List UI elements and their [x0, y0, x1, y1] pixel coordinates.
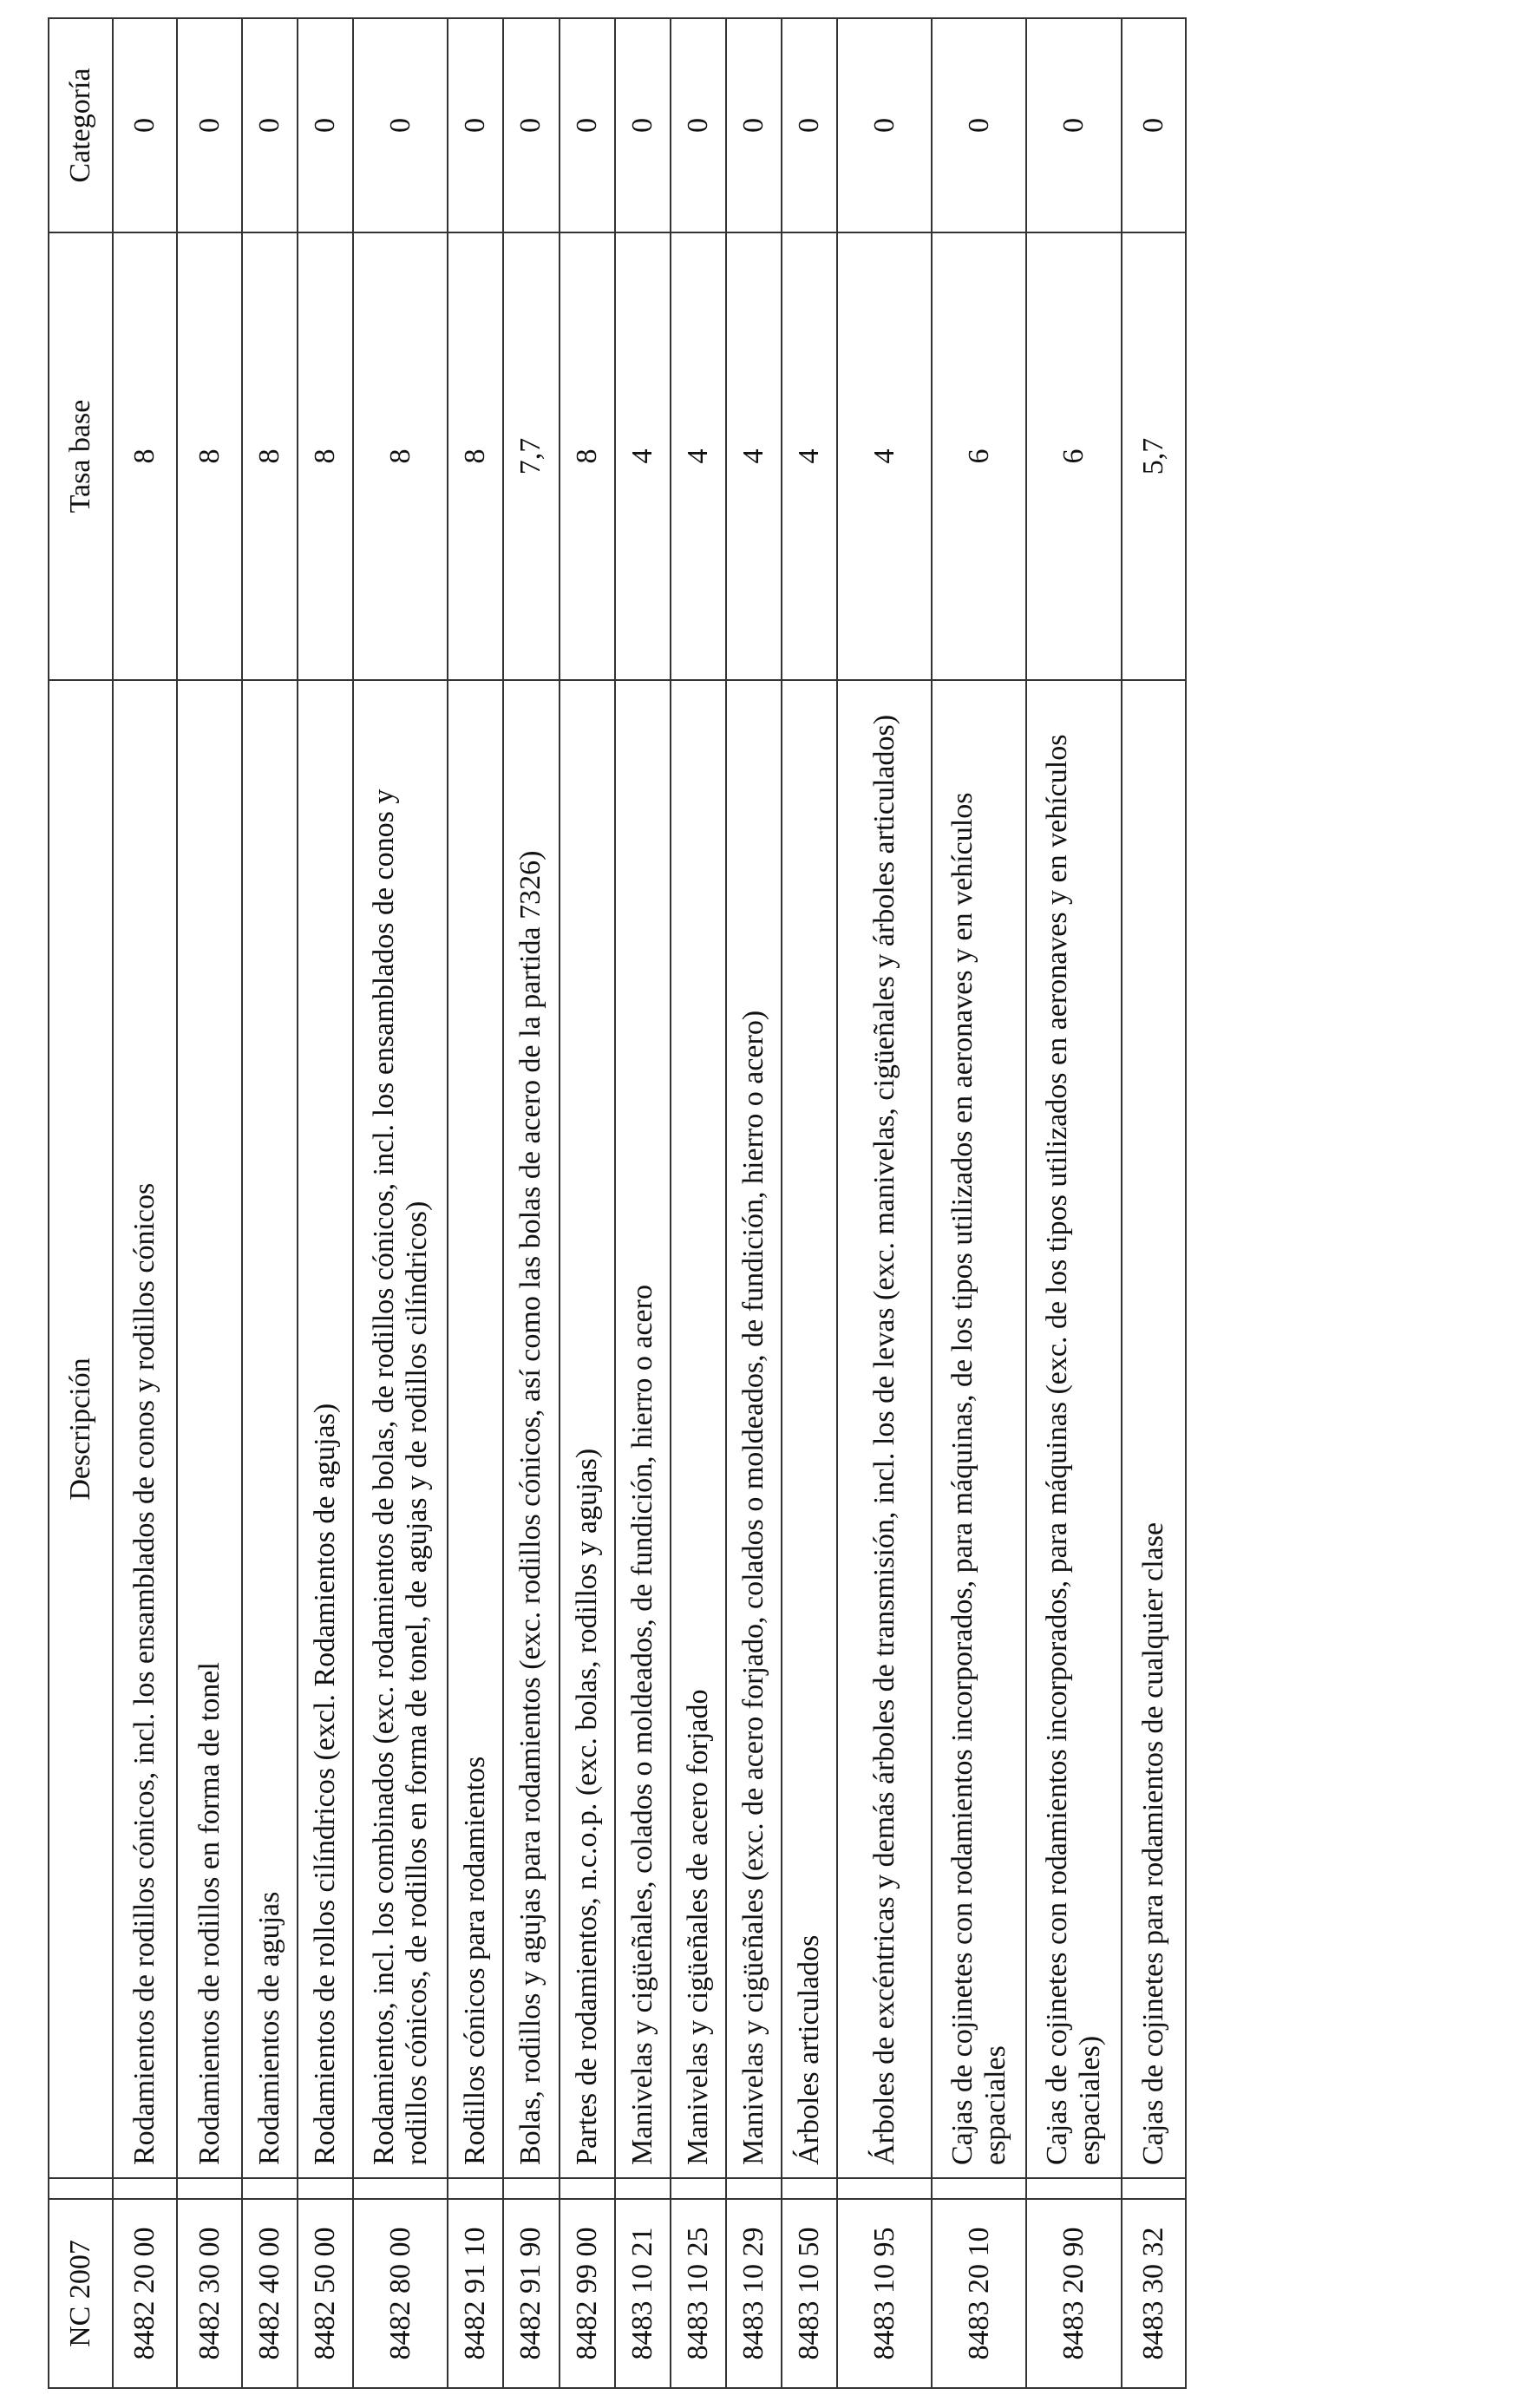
header-spacer — [49, 2178, 113, 2199]
table-row — [298, 18, 353, 2388]
category-cell: 0 — [671, 18, 726, 232]
rate-cell: 4 — [782, 232, 837, 680]
rate-cell: 4 — [615, 232, 671, 680]
table-row — [560, 18, 615, 2388]
rate-cell: 4 — [671, 232, 726, 680]
category-cell: 0 — [726, 18, 782, 232]
description-cell: Manivelas y cigüeñales, colados o moldeados, de fundición, hierro o acero — [615, 680, 671, 2178]
code-cell: 8483 10 29 — [726, 2199, 782, 2388]
spacer-cell — [932, 2178, 1026, 2199]
category-cell: 0 — [837, 18, 932, 232]
table-row — [782, 18, 837, 2388]
description-cell: Rodamientos de rodillos en forma de tonel — [177, 680, 241, 2178]
category-cell: 0 — [177, 18, 241, 232]
description-cell: Árboles articulados — [782, 680, 837, 2178]
rate-cell: 4 — [837, 232, 932, 680]
code-cell: 8482 50 00 — [298, 2199, 353, 2388]
rate-cell: 8 — [560, 232, 615, 680]
description-cell: Rodamientos de rollos cilíndricos (excl. Rodamientos de agujas) — [298, 680, 353, 2178]
spacer-cell — [615, 2178, 671, 2199]
rate-cell: 4 — [726, 232, 782, 680]
category-cell: 0 — [448, 18, 503, 232]
description-cell: Rodamientos, incl. los combinados (exc. rodamientos de bolas, de rodillos cónicos, incl. los ensamblados de conos y rodillos cónicos, de rodillos en forma de tonel, de agujas y de rodillos cilíndricos) — [353, 680, 448, 2178]
table-row — [726, 18, 782, 2388]
spacer-cell — [113, 2178, 177, 2199]
code-cell: 8483 10 25 — [671, 2199, 726, 2388]
code-cell: 8483 10 21 — [615, 2199, 671, 2388]
category-cell: 0 — [932, 18, 1026, 232]
description-cell: Rodamientos de agujas — [242, 680, 298, 2178]
code-cell: 8482 91 90 — [503, 2199, 559, 2388]
rate-cell: 8 — [177, 232, 241, 680]
rate-cell: 8 — [242, 232, 298, 680]
description-cell: Cajas de cojinetes con rodamientos incorporados, para máquinas (exc. de los tipos utilizados en aeronaves y en vehículos espaciales) — [1026, 680, 1121, 2178]
category-cell: 0 — [1122, 18, 1187, 232]
spacer-cell — [1122, 2178, 1187, 2199]
code-cell: 8482 30 00 — [177, 2199, 241, 2388]
code-cell: 8482 20 00 — [113, 2199, 177, 2388]
description-cell: Partes de rodamientos, n.c.o.p. (exc. bolas, rodillos y agujas) — [560, 680, 615, 2178]
code-cell: 8483 20 90 — [1026, 2199, 1121, 2388]
rate-cell: 8 — [113, 232, 177, 680]
description-cell: Rodamientos de rodillos cónicos, incl. los ensamblados de conos y rodillos cónicos — [113, 680, 177, 2178]
rate-cell: 7,7 — [503, 232, 559, 680]
description-cell: Bolas, rodillos y agujas para rodamientos (exc. rodillos cónicos, así como las bolas de acero de la partida 7326) — [503, 680, 559, 2178]
spacer-cell — [242, 2178, 298, 2199]
spacer-cell — [671, 2178, 726, 2199]
spacer-cell — [1026, 2178, 1121, 2199]
description-cell: Manivelas y cigüeñales de acero forjado — [671, 680, 726, 2178]
table-row — [671, 18, 726, 2388]
header-code: NC 2007 — [49, 2199, 113, 2388]
code-cell: 8483 20 10 — [932, 2199, 1026, 2388]
description-cell: Rodillos cónicos para rodamientos — [448, 680, 503, 2178]
category-cell: 0 — [353, 18, 448, 232]
table-row — [242, 18, 298, 2388]
code-cell: 8482 91 10 — [448, 2199, 503, 2388]
description-cell: Manivelas y cigüeñales (exc. de acero forjado, colados o moldeados, de fundición, hierro o acero) — [726, 680, 782, 2178]
category-cell: 0 — [113, 18, 177, 232]
category-cell: 0 — [298, 18, 353, 232]
rate-cell: 6 — [1026, 232, 1121, 680]
spacer-cell — [353, 2178, 448, 2199]
code-cell: 8483 10 50 — [782, 2199, 837, 2388]
spacer-cell — [298, 2178, 353, 2199]
header-category: Categoría — [49, 18, 113, 232]
table-row — [113, 18, 177, 2388]
tariff-table — [48, 17, 1187, 2389]
code-cell: 8482 40 00 — [242, 2199, 298, 2388]
spacer-cell — [837, 2178, 932, 2199]
spacer-cell — [782, 2178, 837, 2199]
spacer-cell — [448, 2178, 503, 2199]
header-description: Descripción — [49, 680, 113, 2178]
table-row — [177, 18, 241, 2388]
description-cell: Cajas de cojinetes con rodamientos incorporados, para máquinas, de los tipos utilizados en aeronaves y en vehículos espaciales — [932, 680, 1026, 2178]
rotated-table-container — [48, 19, 1187, 2389]
table-body — [113, 18, 1186, 2388]
category-cell: 0 — [615, 18, 671, 232]
table-row — [615, 18, 671, 2388]
table-row — [837, 18, 932, 2388]
category-cell: 0 — [242, 18, 298, 232]
category-cell: 0 — [782, 18, 837, 232]
spacer-cell — [726, 2178, 782, 2199]
table-row — [1122, 18, 1187, 2388]
table-row — [1026, 18, 1121, 2388]
spacer-cell — [177, 2178, 241, 2199]
code-cell: 8483 30 32 — [1122, 2199, 1187, 2388]
spacer-cell — [560, 2178, 615, 2199]
description-cell: Cajas de cojinetes para rodamientos de cualquier clase — [1122, 680, 1187, 2178]
code-cell: 8482 99 00 — [560, 2199, 615, 2388]
category-cell: 0 — [560, 18, 615, 232]
rate-cell: 8 — [448, 232, 503, 680]
rate-cell: 5,7 — [1122, 232, 1187, 680]
table-row — [932, 18, 1026, 2388]
rate-cell: 6 — [932, 232, 1026, 680]
header-rate: Tasa base — [49, 232, 113, 680]
code-cell: 8483 10 95 — [837, 2199, 932, 2388]
spacer-cell — [503, 2178, 559, 2199]
rate-cell: 8 — [353, 232, 448, 680]
header-row — [49, 18, 113, 2388]
table-row — [448, 18, 503, 2388]
code-cell: 8482 80 00 — [353, 2199, 448, 2388]
category-cell: 0 — [1026, 18, 1121, 232]
rate-cell: 8 — [298, 232, 353, 680]
table-row — [503, 18, 559, 2388]
table-row — [353, 18, 448, 2388]
category-cell: 0 — [503, 18, 559, 232]
description-cell: Árboles de excéntricas y demás árboles de transmisión, incl. los de levas (exc. manivelas, cigüeñales y árboles articulados) — [837, 680, 932, 2178]
